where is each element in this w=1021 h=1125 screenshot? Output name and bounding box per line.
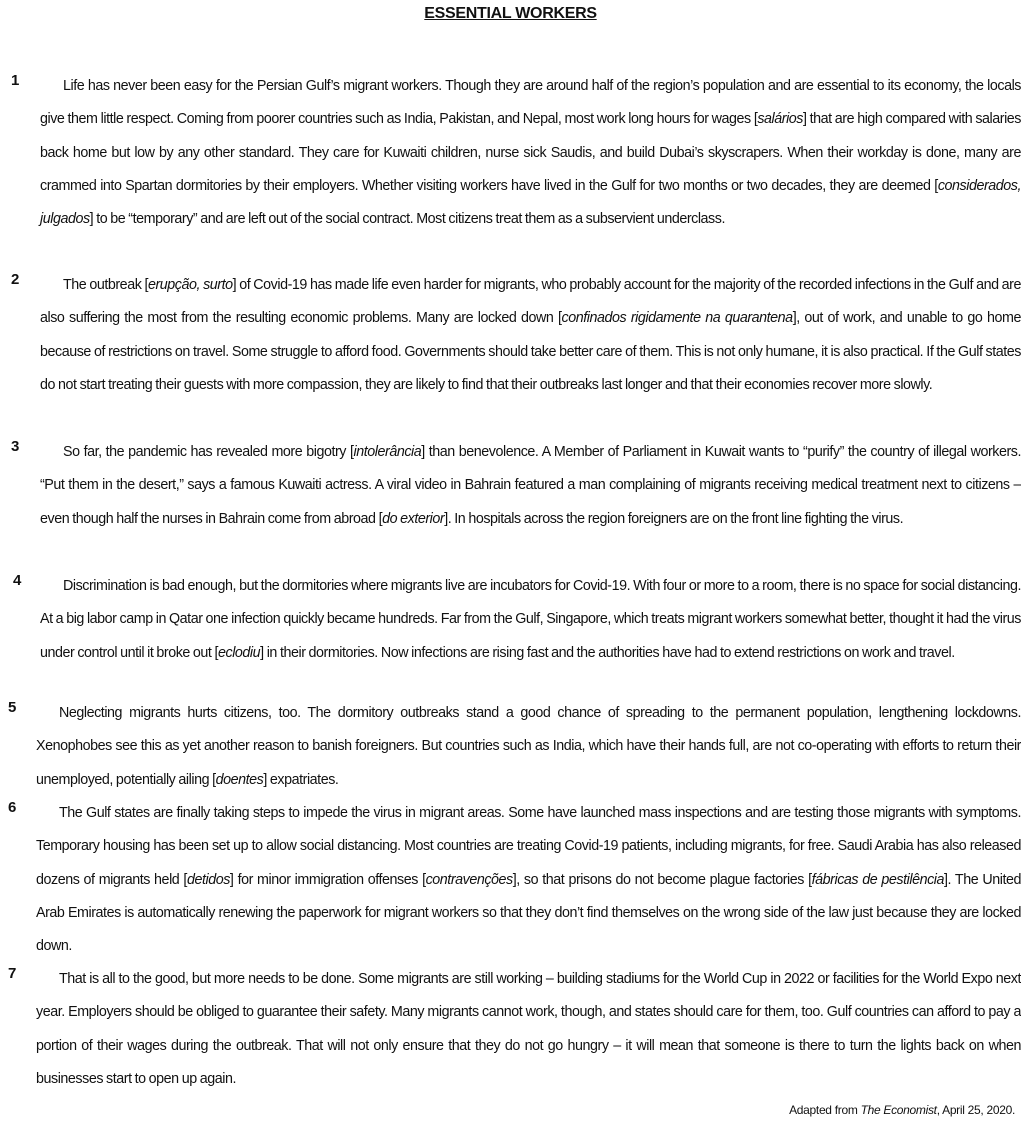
paragraph-text [40,70,1021,236]
gloss-translation: fábricas de pestilência [811,871,944,888]
text-run: Neglecting migrants hurts citizens, too. The dormitory outbreaks stand a good chance of spreading to the permanent population, lengthening lockdowns. Xenophobes see this as yet another reason to banish foreigners. But countries such as India, which have their hands full, are not co-operating with efforts to return their unemployed, potentially ailing [ [36,705,1021,788]
text-run: ] that are high compared with salaries back home but low by any other standard. They care for Kuwaiti children, nurse sick Saudis, and build Dubai’s skyscrapers. When their workday is done, many are crammed into Spartan dormitories by their employers. Whether visiting workers have lived in the Gulf for two months or two decades, they are deemed [ [40,111,1021,194]
text-run: So far, the pandemic has revealed more bigotry [ [63,444,354,460]
document-title: ESSENTIAL WORKERS [424,5,597,22]
paragraph-text [36,797,1021,963]
paragraph-text [40,570,1021,670]
text-run: ] in their dormitories. Now infections are rising fast and the authorities have had to extend restrictions on work and travel. [260,644,955,661]
source-suffix: , April 25, 2020. [936,1103,1015,1117]
text-run: The Gulf states are finally taking steps to impede the virus in migrant areas. Some have launched mass inspections and are testing those migrants with symptoms. Temporary housing has been set up to allow social distancing. Most countries are treating Covid-19 patients, including migrants, for free. Saudi Arabia has also released dozens of migrants held [ [36,805,1021,888]
gloss-translation: eclodiu [218,644,261,661]
text-run: ]. In hospitals across the region foreigners are on the front line fighting the virus. [444,510,904,527]
text-run: ] expatriates. [263,771,339,788]
text-run: ], so that prisons do not become plague factories [ [512,871,812,888]
text-run: ] of Covid-19 has made life even harder for migrants, who probably account for the majority of the recorded infections in the Gulf and are also suffering the most from the resulting economic problems. Many are locked down [ [40,277,1021,327]
gloss-translation: considerados, julgados [40,177,1021,228]
gloss-translation: erupção, surto [147,277,233,293]
paragraph-number: 6 [8,799,17,816]
text-run: That is all to the good, but more needs to be done. Some migrants are still working – building stadiums for the World Cup in 2022 or facilities for the World Expo next year. Employers should be obliged to guarantee their safety. Many migrants cannot work, though, and states should care for them, too. Gulf countries can afford to pay a portion of their wages during the outbreak. That will not only ensure that they do not go hungry – it will mean that someone is there to turn the lights back on when businesses start to open up again. [36,971,1021,1087]
source-citation [789,1103,1015,1117]
paragraph-text [36,963,1021,1096]
gloss-translation: intolerância [353,444,422,460]
gloss-translation: doentes [215,771,264,788]
text-run: Life has never been easy for the Persian Gulf’s migrant workers. Though they are around half of the region’s population and are essential to its economy, the locals give them little respect. Coming from poorer countries such as India, Pakistan, and Nepal, most work long hours for wages [ [40,78,1021,128]
paragraph-text [40,436,1021,536]
paragraph-number: 2 [11,271,20,288]
gloss-translation: do exterior [382,510,445,527]
text-run: ]. The United Arab Emirates is automatically renewing the paperwork for migrant workers so that they don’t find themselves on the wrong side of the law just because they are locked down. [36,871,1021,955]
paragraph-number: 5 [8,699,17,716]
gloss-translation: confinados rigidamente na quarantena [561,310,793,327]
source-publication: The Economist [860,1103,937,1117]
paragraph-number: 3 [11,438,20,455]
gloss-translation: contravenções [425,871,513,888]
text-run: ], out of work, and unable to go home because of restrictions on travel. Some struggle to afford food. Governments should take better care of them. This is not only humane, it is also practical. If the Gulf states do not start treating their guests with more compassion, they are likely to find that their outbreaks last longer and that their economies recover more slowly. [40,310,1021,393]
paragraph-number: 4 [13,572,22,589]
text-run: ] for minor immigration offenses [ [229,871,426,888]
source-prefix: Adapted from [789,1103,861,1117]
paragraph-text [36,697,1021,797]
paragraph-number: 1 [11,72,20,89]
gloss-translation: detidos [186,871,230,888]
text-run: ] than benevolence. A Member of Parliament in Kuwait wants to “purify” the country of illegal workers. “Put them in the desert,” says a famous Kuwaiti actress. A viral video in Bahrain featured a man complaining of migrants receiving medical treatment next to citizens – even though half the nurses in Bahrain come from abroad [ [40,444,1021,527]
paragraph-text [40,269,1021,402]
gloss-translation: salários [757,111,804,128]
text-run: ] to be “temporary” and are left out of the social contract. Most citizens treat them as a subservient underclass. [89,211,725,228]
text-run: Discrimination is bad enough, but the dormitories where migrants live are incubators for Covid-19. With four or more to a room, there is no space for social distancing. At a big labor camp in Qatar one infection quickly became hundreds. Far from the Gulf, Singapore, which treats migrant workers somewhat better, thought it had the virus under control until it broke out [ [40,578,1021,661]
paragraph-number: 7 [8,965,17,982]
text-run: The outbreak [ [63,277,148,293]
